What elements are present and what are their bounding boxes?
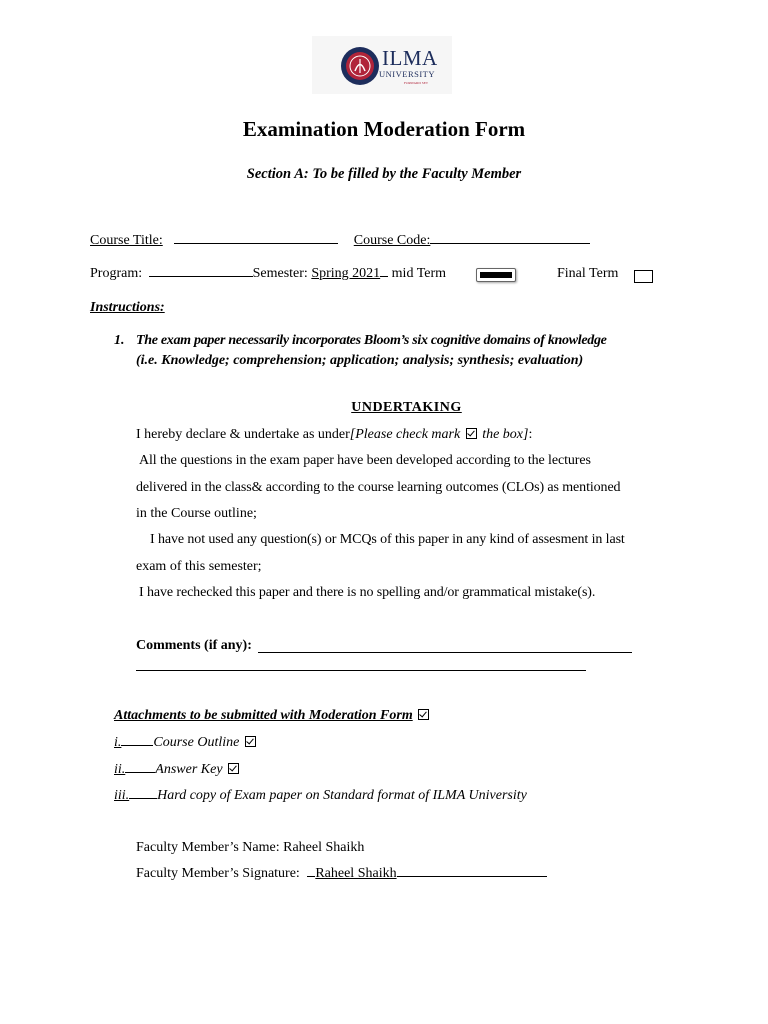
attachment-check-icon[interactable] [228, 763, 239, 774]
logo-name: ILMA [382, 46, 438, 70]
attachments-heading-row [114, 708, 431, 724]
faculty-signature-row [136, 866, 547, 882]
undertaking-intro [136, 427, 532, 443]
course-code-label: Course Code: [353, 233, 431, 248]
attachment-number: i. [114, 735, 122, 750]
undertaking-heading: UNDERTAKING [351, 400, 462, 415]
instruction-line-2: (i.e. Knowledge; comprehension; application; analysis; synthesis; evaluation) [136, 353, 584, 368]
mid-term-checkbox[interactable] [476, 268, 516, 282]
comments-line-2[interactable] [136, 670, 586, 671]
attachment-check-icon[interactable] [245, 736, 256, 747]
attachment-blank [129, 798, 157, 799]
attachment-number: iii. [114, 788, 130, 803]
instruction-number: 1. [114, 333, 125, 348]
attachment-item [114, 788, 527, 804]
logo-tagline: FORWARD SET [404, 81, 429, 85]
faculty-signature-value[interactable]: Raheel Shaikh [315, 866, 397, 881]
undertaking-intro-text: I hereby declare & undertake as under [136, 427, 350, 442]
attachment-label: Course Outline [153, 735, 240, 750]
program-field[interactable] [149, 276, 253, 277]
faculty-name-label: Faculty Member’s Name: [136, 840, 280, 855]
attachment-blank [125, 772, 155, 773]
program-label: Program: [90, 266, 143, 281]
mid-term-label: mid Term [391, 266, 447, 281]
undertaking-p1-line2: delivered in the class& according to the course learning outcomes (CLOs) as mentioned [136, 480, 621, 495]
final-term-checkbox[interactable] [634, 270, 653, 283]
undertaking-colon: : [528, 427, 533, 442]
program-row [90, 266, 446, 282]
semester-value[interactable]: Spring 2021 [311, 266, 381, 281]
attachment-item [114, 762, 241, 778]
undertaking-p3-line1: I have rechecked this paper and there is no spelling and/or grammatical mistake(s). [139, 585, 596, 600]
faculty-name-value[interactable]: Raheel Shaikh [283, 840, 365, 855]
attachments-heading: Attachments to be submitted with Moderation Form [114, 708, 413, 723]
attachment-item [114, 735, 258, 751]
check-mark-icon [466, 428, 477, 439]
signature-line[interactable] [397, 876, 547, 877]
attachment-label: Answer Key [155, 762, 223, 777]
undertaking-p2-line1: I have not used any question(s) or MCQs of this paper in any kind of assesment in last [150, 532, 625, 547]
course-title-label: Course Title: [90, 233, 163, 248]
undertaking-p2-line2: exam of this semester; [136, 559, 262, 574]
final-term-label: Final Term [557, 266, 619, 281]
mid-term-fill [480, 272, 512, 278]
faculty-name-row [136, 840, 364, 856]
course-code-field[interactable] [430, 243, 590, 244]
instruction-line-1: The exam paper necessarily incorporates Bloom’s six cognitive domains of knowledge [136, 333, 607, 348]
attachment-number: ii. [114, 762, 126, 777]
comments-line-1[interactable] [258, 652, 632, 653]
course-title-field[interactable] [174, 243, 338, 244]
undertaking-note-post: the box] [482, 427, 529, 442]
undertaking-p1-line1: All the questions in the exam paper have been developed according to the lectures [139, 453, 591, 468]
course-row [90, 233, 590, 249]
faculty-signature-label: Faculty Member’s Signature: [136, 866, 300, 881]
undertaking-note-pre: [Please check mark [349, 427, 461, 442]
logo-subtitle: UNIVERSITY [379, 69, 435, 79]
university-seal-icon [340, 46, 380, 86]
university-logo [312, 36, 452, 94]
undertaking-p1-line3: in the Course outline; [136, 506, 257, 521]
attachment-blank [121, 745, 153, 746]
semester-label: Semester: [252, 266, 308, 281]
attachments-check-icon [418, 709, 429, 720]
instructions-heading: Instructions: [90, 300, 165, 315]
comments-label: Comments (if any): [136, 638, 252, 653]
semester-field-tail [380, 276, 388, 277]
section-subtitle: Section A: To be filled by the Faculty Member [246, 166, 522, 182]
attachment-label: Hard copy of Exam paper on Standard format of ILMA University [157, 788, 527, 803]
page-title: Examination Moderation Form [242, 117, 526, 141]
